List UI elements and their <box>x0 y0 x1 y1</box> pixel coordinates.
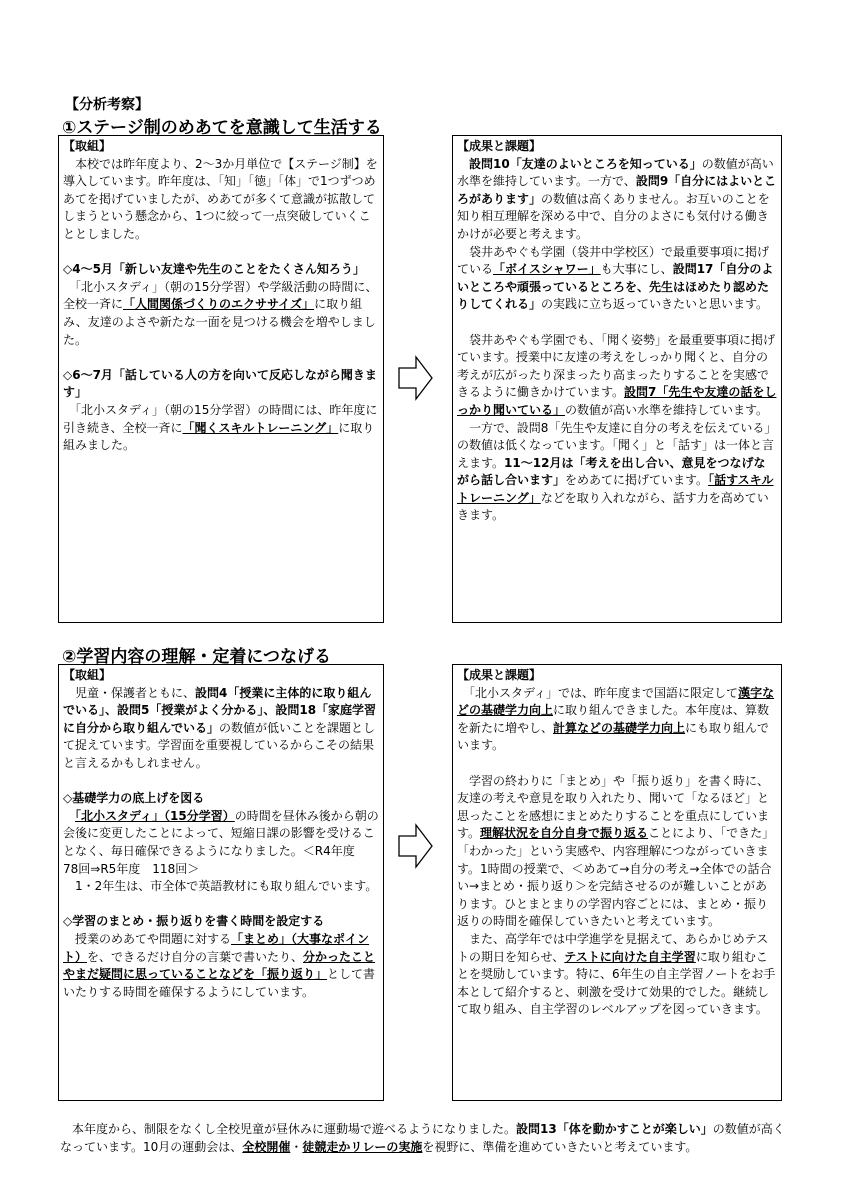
box-title: 【成果と課題】 <box>457 139 542 153</box>
paragraph: 授業のめあてや問題に対する「まとめ」（大事なポイント）を、できるだけ自分の言葉で書いたり、分かったことやまだ疑問に思っていることなどを「振り返り」として書いたりする時間を確保するようにしています。 <box>63 931 376 999</box>
paragraph: 「北小スタディ」（朝の15分学習）や学級活動の時間に、全校一斉に「人間関係づくりのエクササイズ」に取り組み、友達のよさや新たな一面を見つける機会を増やしました。 <box>63 279 378 347</box>
box-title: 【取組】 <box>63 139 112 153</box>
stage-results-box <box>452 135 782 623</box>
paragraph: 袋井あやぐも学園（袋井中学校区）で最重要事項に掲げている「ボイスシャワー」も大事にし、設問17「自分のよいところや頑張っているところを、先生はほめたり認めたりしてくれる」の実践に立ち返っていきたいと思います。 <box>457 244 774 312</box>
paragraph: 一方で、設問8「先生や友達に自分の考えを伝えている」の数値は低くなっています。「聞く」と「話す」は一体と言えます。11～12月は「考えを出し合い、意見をつなげながら話し合います」をめあてに掲げています。「話すスキルトレーニング」などを取り入れながら、話す力を高めていきます。 <box>457 420 777 523</box>
box-title: 【成果と課題】 <box>457 668 542 682</box>
paragraph: 本校では昨年度より、2～3か月単位で【ステージ制】を導入しています。昨年度は、「知」「徳」「体」で1つずつめあてを掲げていましたが、めあてが多くて意識が拡散してしまうという懸念から、1つに絞って一点突破していくこととしました。 <box>63 156 378 241</box>
paragraph: 袋井あやぐも学園でも、「聞く姿勢」を最重要事項に掲げています。授業中に友達の考えをしっかり聞くと、自分の考えが広がったり深まったり高まったりすることを実感できるように働きかけています。設問7「先生や友達の話をしっかり聞いている」の数値が高い水準を維持しています。 <box>457 332 777 417</box>
subheading: ◇基礎学力の底上げを図る <box>63 791 205 806</box>
stage-efforts-box <box>58 135 384 623</box>
study-section-title: ②学習内容の理解・定着につなげる <box>62 647 332 667</box>
section-label: 【分析考察】 <box>65 97 149 113</box>
paragraph: 設問10「友達のよいところを知っている」の数値が高い水準を維持しています。一方で、設問9「自分にはよいところがあります」の数値は高くありません。お互いのことを知り相互理解を深める中で、自分のよさにも気付ける働きかけが必要と考えます。 <box>457 156 777 241</box>
subheading: ◇学習のまとめ・振り返りを書く時間を設定する <box>63 914 325 929</box>
study-efforts-box <box>58 664 384 1101</box>
subheading: ◇6～7月「話している人の方を向いて反応しながら聞きます」 <box>63 367 377 400</box>
paragraph: 学習の終わりに「まとめ」や「振り返り」を書く時に、友達の考えや意見を取り入れたり、聞いて「なるほど」と思ったことを感想にまとめたりすることを重点にしています。理解状況を自分自身で振り返ることにより、「できた」「わかった」という実感や、内容理解につながっていきます。1時間の授業で、＜めあて→自分の考え→全体での話合い→まとめ・振り返り＞を完結させるのが難しいことがあります。ひとまとまりの学習内容ごとには、まとめ・振り返りの時間を確保していきたいと考えています。 <box>457 773 775 929</box>
paragraph: 「北小スタディ」（朝の15分学習）の時間には、昨年度に引き続き、全校一斉に「聞くスキルトレーニング」に取り組みました。 <box>63 402 378 453</box>
footer-paragraph: 本年度から、制限をなくし全校児童が昼休みに運動場で遊べるようになりました。設問13「体を動かすことが楽しい」の数値が高くなっています。10月の運動会は、全校開催・徒競走かリレーの実施を視野に、準備を進めていきたいと考えています。 <box>60 1122 785 1154</box>
paragraph: また、高学年では中学進学を見据えて、あらかじめテストの期日を知らせ、テストに向けた自主学習に取り組むことを奨励しています。特に、6年生の自主学習ノートをお手本として紹介すると、刺激を受けて効果的でした。継続して取り組み、自主学習のレベルアップを図っていきます。 <box>457 931 776 1017</box>
study-results-box <box>452 664 782 1101</box>
right-arrow-icon <box>398 355 434 401</box>
subheading: ◇4～5月「新しい友達や先生のことをたくさん知ろう」 <box>63 262 365 277</box>
paragraph: 1・2年生は、市全体で英語教材にも取り組んでいます。 <box>75 879 378 894</box>
right-arrow-icon <box>398 823 434 869</box>
paragraph: 「北小スタディ」では、昨年度まで国語に限定して漢字などの基礎学力向上に取り組んできました。本年度は、算数を新たに増やし、計算などの基礎学力向上にも取り組んでいます。 <box>457 685 775 753</box>
box-title: 【取組】 <box>63 668 112 682</box>
stage-section-title: ①ステージ制のめあてを意識して生活する <box>62 118 382 138</box>
paragraph: 児童・保護者ともに、設問4「授業に主体的に取り組んでいる」、設問5「授業がよく分かる」、設問18「家庭学習に自分から取り組んでいる」の数値が低いことを課題として捉えています。学習面を重要視しているからこその結果と言えるかもしれません。 <box>63 685 377 770</box>
paragraph: 「北小スタディ」（15分学習）の時間を昼休み後から朝の会後に変更したことによって、短縮日課の影響を受けることなく、毎日確保できるようになりました。＜R4年度 78回⇒R5年度 118回＞ <box>63 808 379 876</box>
